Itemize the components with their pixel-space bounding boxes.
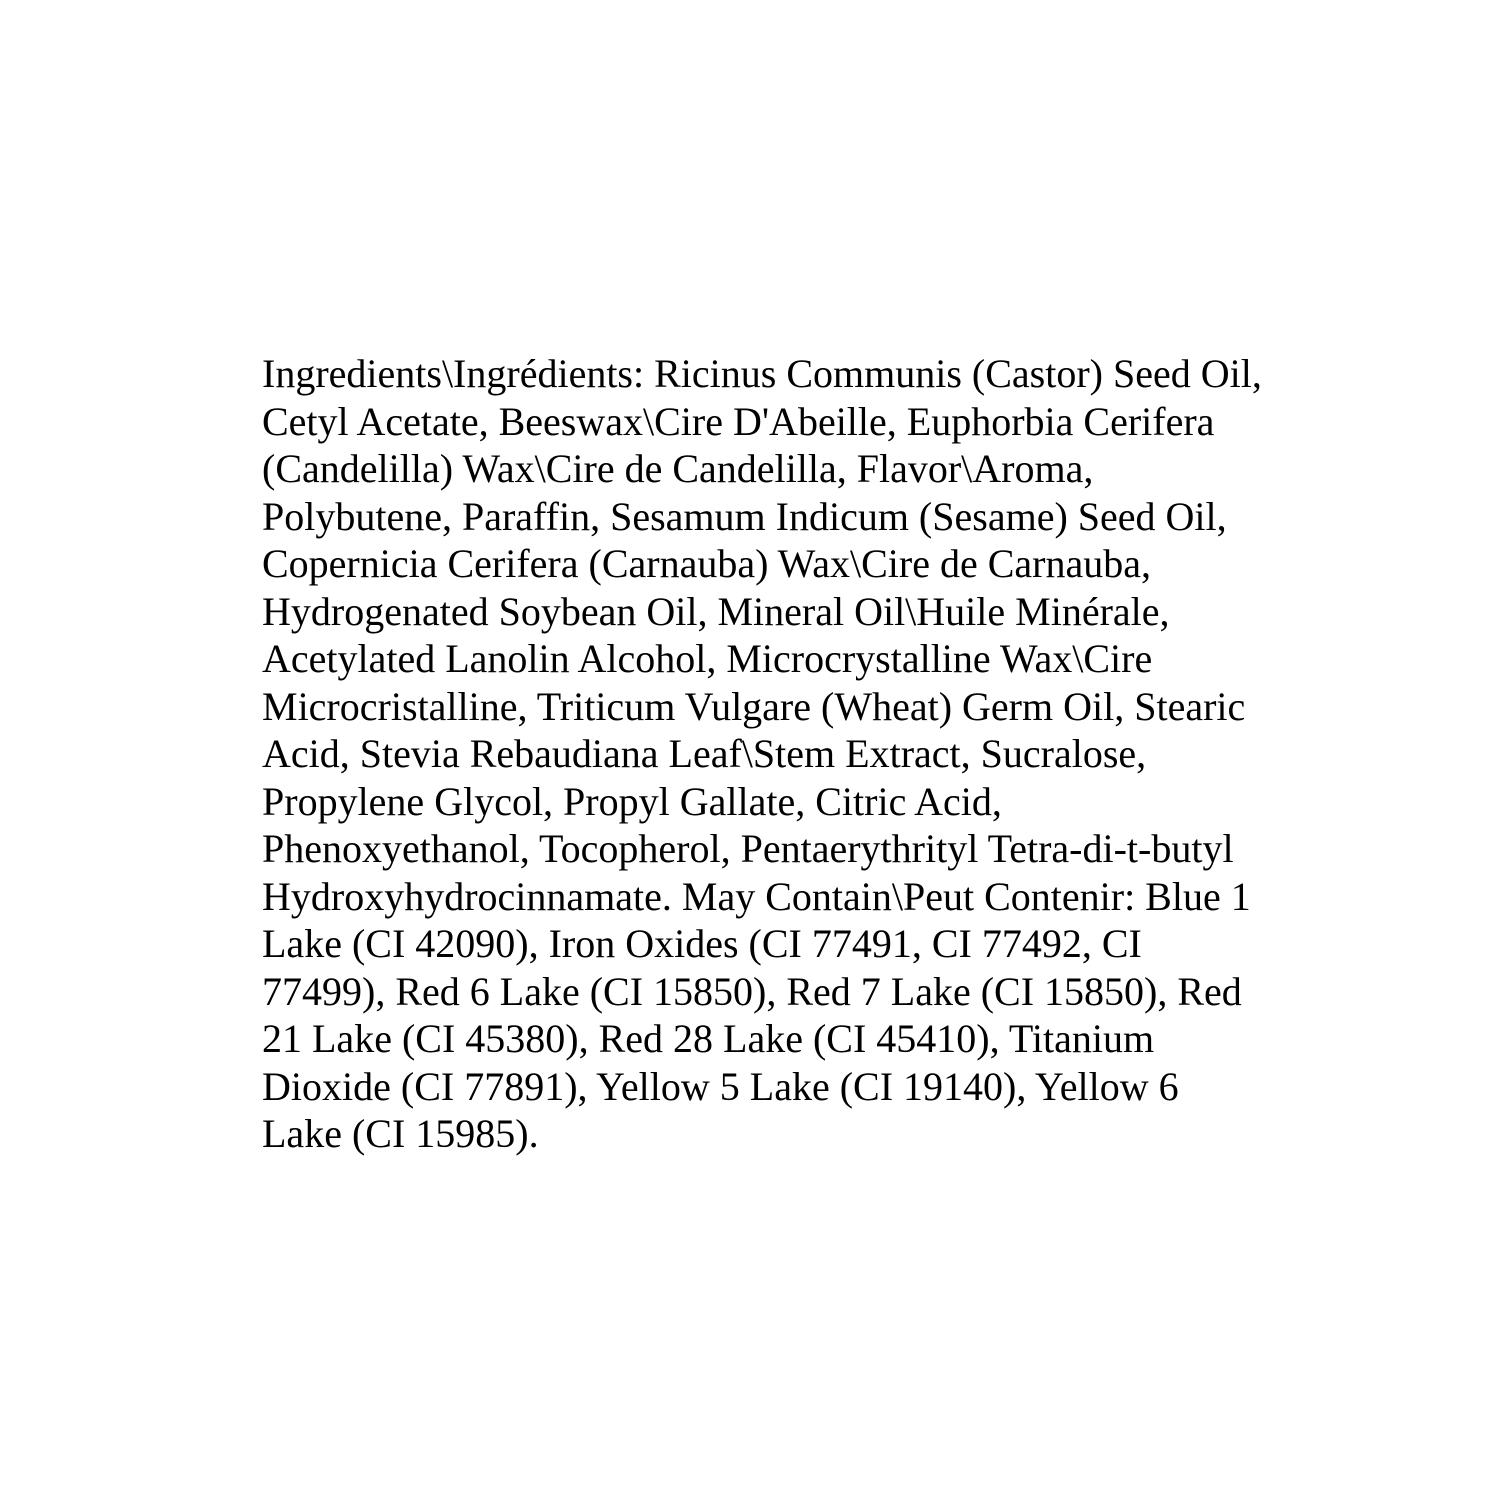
ingredients-line: Propylene Glycol, Propyl Gallate, Citric Acid, (262, 778, 1002, 824)
ingredients-line: Hydroxyhydrocinnamate. May Contain\Peut Contenir: Blue 1 (262, 873, 1251, 919)
ingredients-text-block (262, 350, 1262, 1158)
ingredients-line: 21 Lake (CI 45380), Red 28 Lake (CI 45410), Titanium (262, 1016, 1155, 1061)
ingredients-line: Hydrogenated Soybean Oil, Mineral Oil\Huile Minérale, (262, 588, 1170, 634)
ingredients-line: Dioxide (CI 77891), Yellow 5 Lake (CI 19140), Yellow 6 (262, 1063, 1179, 1109)
ingredients-line: Lake (CI 15985). (262, 1111, 539, 1156)
ingredients-line: (Candelilla) Wax\Cire de Candelilla, Flavor\Aroma, (262, 446, 1094, 491)
ingredients-line: Acid, Stevia Rebaudiana Leaf\Stem Extract, Sucralose, (262, 731, 1147, 776)
ingredients-line: Lake (CI 42090), Iron Oxides (CI 77491, CI 77492, CI (262, 921, 1142, 966)
ingredients-line: Cetyl Acetate, Beeswax\Cire D'Abeille, Euphorbia Cerifera (262, 398, 1215, 444)
ingredients-line: Polybutene, Paraffin, Sesamum Indicum (Sesame) Seed Oil, (262, 493, 1227, 539)
ingredients-line: 77499), Red 6 Lake (CI 15850), Red 7 Lake (CI 15850), Red (262, 968, 1242, 1014)
ingredients-line: Copernicia Cerifera (Carnauba) Wax\Cire de Carnauba, (262, 541, 1151, 586)
ingredients-line: Acetylated Lanolin Alcohol, Microcrystalline Wax\Cire (262, 636, 1153, 681)
ingredients-line: Ingredients\Ingrédients: Ricinus Communis (Castor) Seed Oil, (262, 351, 1262, 396)
ingredients-line: Phenoxyethanol, Tocopherol, Pentaerythrityl Tetra-di-t-butyl (262, 826, 1234, 871)
ingredients-line: Microcristalline, Triticum Vulgare (Wheat) Germ Oil, Stearic (262, 683, 1246, 729)
